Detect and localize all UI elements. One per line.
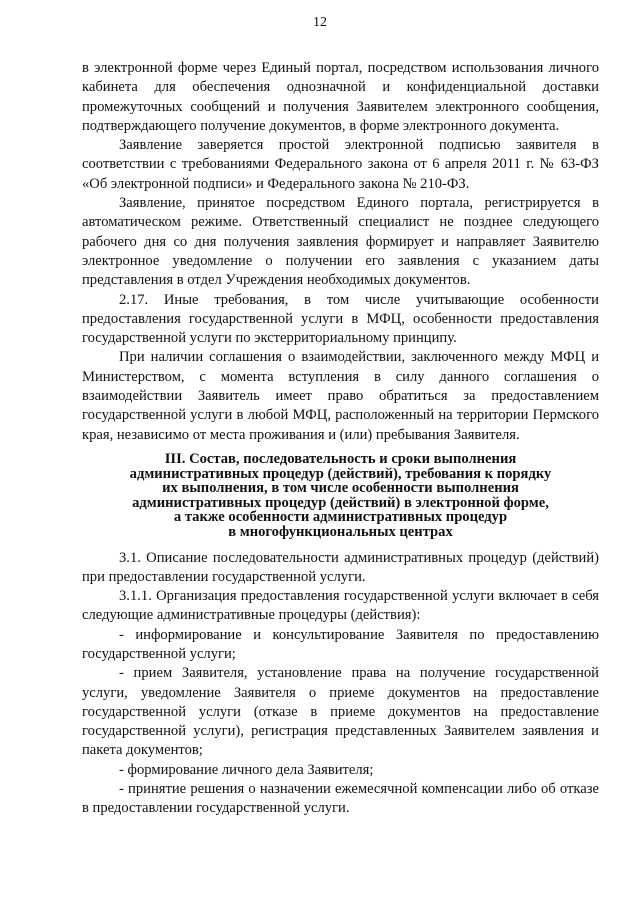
paragraph: в электронной форме через Единый портал, посредством использования личного кабинета для обеспечения однозначной и конфиденциальной доставки промежуточных сообщений и получения Заявителем электронного сообщения, подтверждающего получение документов, в форме электронного документа. [82,60,599,134]
list-item: - принятие решения о назначении ежемесячной компенсации либо об отказе в предоставлении государственной услуги. [82,781,599,817]
page-number: 12 [313,15,327,30]
section-heading-line: административных процедур (действий) в электронной форме, [132,494,549,511]
list-item: - формирование личного дела Заявителя; [119,761,374,778]
section-heading-line: административных процедур (действий), требования к порядку [129,465,552,482]
section-heading-line: III. Состав, последовательность и сроки выполнения [164,450,517,467]
section-heading-line: их выполнения, в том числе особенности выполнения [162,480,519,497]
section-heading-line: а также особенности административных процедур [173,509,508,526]
paragraph: При наличии соглашения о взаимодействии, заключенного между МФЦ и Министерством, с момента вступления в силу данного соглашения о взаимодействии Заявитель имеет право обратиться за предоставлением государственной услуги в любой МФЦ, расположенный на территории Пермского края, независимо от места проживания и (или) пребывания Заявителя. [82,349,599,443]
paragraph: 3.1. Описание последовательности административных процедур (действий) при предоставлении государственной услуги. [82,549,599,585]
section-heading [82,452,599,540]
paragraph: 3.1.1. Организация предоставления государственной услуги включает в себя следующие административные процедуры (действия): [82,588,599,624]
paragraph: Заявление заверяется простой электронной подписью заявителя в соответствии с требованиями Федерального закона от 6 апреля 2011 г. № 63-ФЗ «Об электронной подписи» и Федерального закона № 210-ФЗ. [82,137,599,192]
paragraph: 2.17. Иные требования, в том числе учитывающие особенности предоставления государственной услуги в МФЦ, особенности предоставления государственной услуги по экстерриториальному принципу. [82,291,599,347]
page-body [82,59,599,819]
section-heading-line: в многофункциональных центрах [228,523,453,540]
list-item: - прием Заявителя, установление права на получение государственной услуги, уведомление Заявителя о приеме документов на предоставление государственной услуги (отказе в приеме документов на предоставление государственной услуги), регистрация представленных Заявителем заявления и пакета документов; [82,665,599,759]
list-item: - информирование и консультирование Заявителя по предоставлению государственной услуги; [82,626,599,662]
paragraph: Заявление, принятое посредством Единого портала, регистрируется в автоматическом режиме. Ответственный специалист не позднее следующего рабочего дня со дня получения заявления формирует и направляет Заявителю электронное уведомление о получении его заявления с указанием даты представления в отдел Учреждения необходимых документов. [82,195,599,289]
